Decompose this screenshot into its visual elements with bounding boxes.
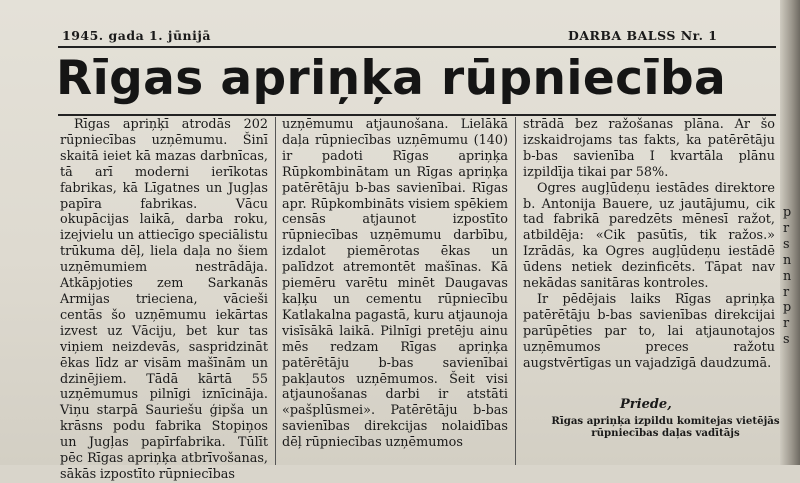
column-3-paragraph-3: Ir pēdējais laiks Rīgas apriņķa patērētāju b-bas savienības direkcijai parūpēties par to, lai atjaunotajos uzņēmumos preces ražotu augstvērtīgas un vajadzīgā daudzumā.: [523, 291, 775, 371]
column-2-text: uzņēmumu atjaunošana. Lielākā daļa rūpniecības uzņēmumu (140) ir padoti Rīgas apriņķa Rūpkombinātam un Rīgas apriņķa patērētāju b-bas savienībai. Rīgas apr. Rūpkombināts visiem spēkiem censās atjaunot izpostīto rūpniecības uzņēmumu darbību, izdalot piemērotas ēkas un palīdzot atremontēt mašīnas. Kā piemēru varētu minēt Daugavas kaļķu un cementu rūpniecību Katlakalna pagastā, kuru atjaunoja visīsākā laikā. Pilnīgi pretēju ainu mēs redzam Rīgas apriņķa patērētāju b-bas savienībai pakļautos uzņēmumos. Šeit visi atjaunošanas darbi ir atstāti «pašplūsmei». Patērētāju b-bas savienības direkcijas nolaidības dēļ rūpniecības uzņēmumos: [282, 117, 508, 451]
article-column-1: [60, 117, 268, 482]
article-column-3: [523, 117, 775, 465]
article-headline: Rīgas apriņķa rūpniecība: [56, 51, 727, 106]
column-1-text: Rīgas apriņķī atrodās 202 rūpniecības uzņēmumu. Šinī skaitā ieiet kā mazas darbnīcas, tā arī moderni ierīkotas fabrikas, kā Līgatnes un Jugļas papīra fabrikas. Vācu okupācijas laikā, darba roku, izejvielu un attiecīgo speciālistu trūkuma dēļ, liela daļa no šiem uzņēmumiem nestrādāja. Atkāpjoties zem Sarkanās Armijas triecienа, vācieši centās šo uzņēmumu iekārtas izvest uz Vāciju, bet kur tas viņiem neizdevās, saspridzināt ēkas līdz ar visām mašīnām un dzinējiem. Tādā kārtā 55 uzņēmumus pilnīgi iznīcināja. Viņu starpā Sauriešu ģipša un krāsns podu fabrika Stopiņos un Jugļas papīrfabrika. Tūlīt pēc Rīgas apriņķa atbrīvošanas, sākās izpostīto rūpniecības: [60, 117, 268, 482]
headline-rule: [58, 114, 776, 116]
column-divider: [275, 117, 276, 465]
column-3-paragraph-1: strādā bez ražošanas plāna. Ar šo izskaidrojams tas fakts, ka patērētāju b-bas savienība I kvartāla plānu izpildīja tikai par 58%.: [523, 117, 775, 180]
author-signature: Priede,: [620, 397, 672, 412]
column-4-fragment: p r s n n r p r s: [783, 205, 792, 348]
column-divider: [515, 117, 516, 465]
column-3-paragraph-2: Ogres augļūdeņu iestādes direktore b. Antonija Bauere, uz jautājumu, cik tad fabrikā paredzēts mēnesī ražot, atbildēja: «Cik pasūtīs, tik ražos.» Izrādās, ka Ogres augļūdeņu iestādē ūdens netiek dezinficēts. Tāpat nav nekādas sanitāras kontroles.: [523, 180, 775, 292]
next-column-fragment: [783, 205, 800, 348]
publication-name: DARBA BALSS Nr. 1: [568, 28, 718, 43]
author-title: Rīgas apriņķa izpildu komitejas vietējās rūpniecības daļas vadītājs: [551, 415, 780, 439]
article-column-2: [282, 117, 508, 465]
issue-date: 1945. gada 1. jūnijā: [62, 28, 211, 43]
